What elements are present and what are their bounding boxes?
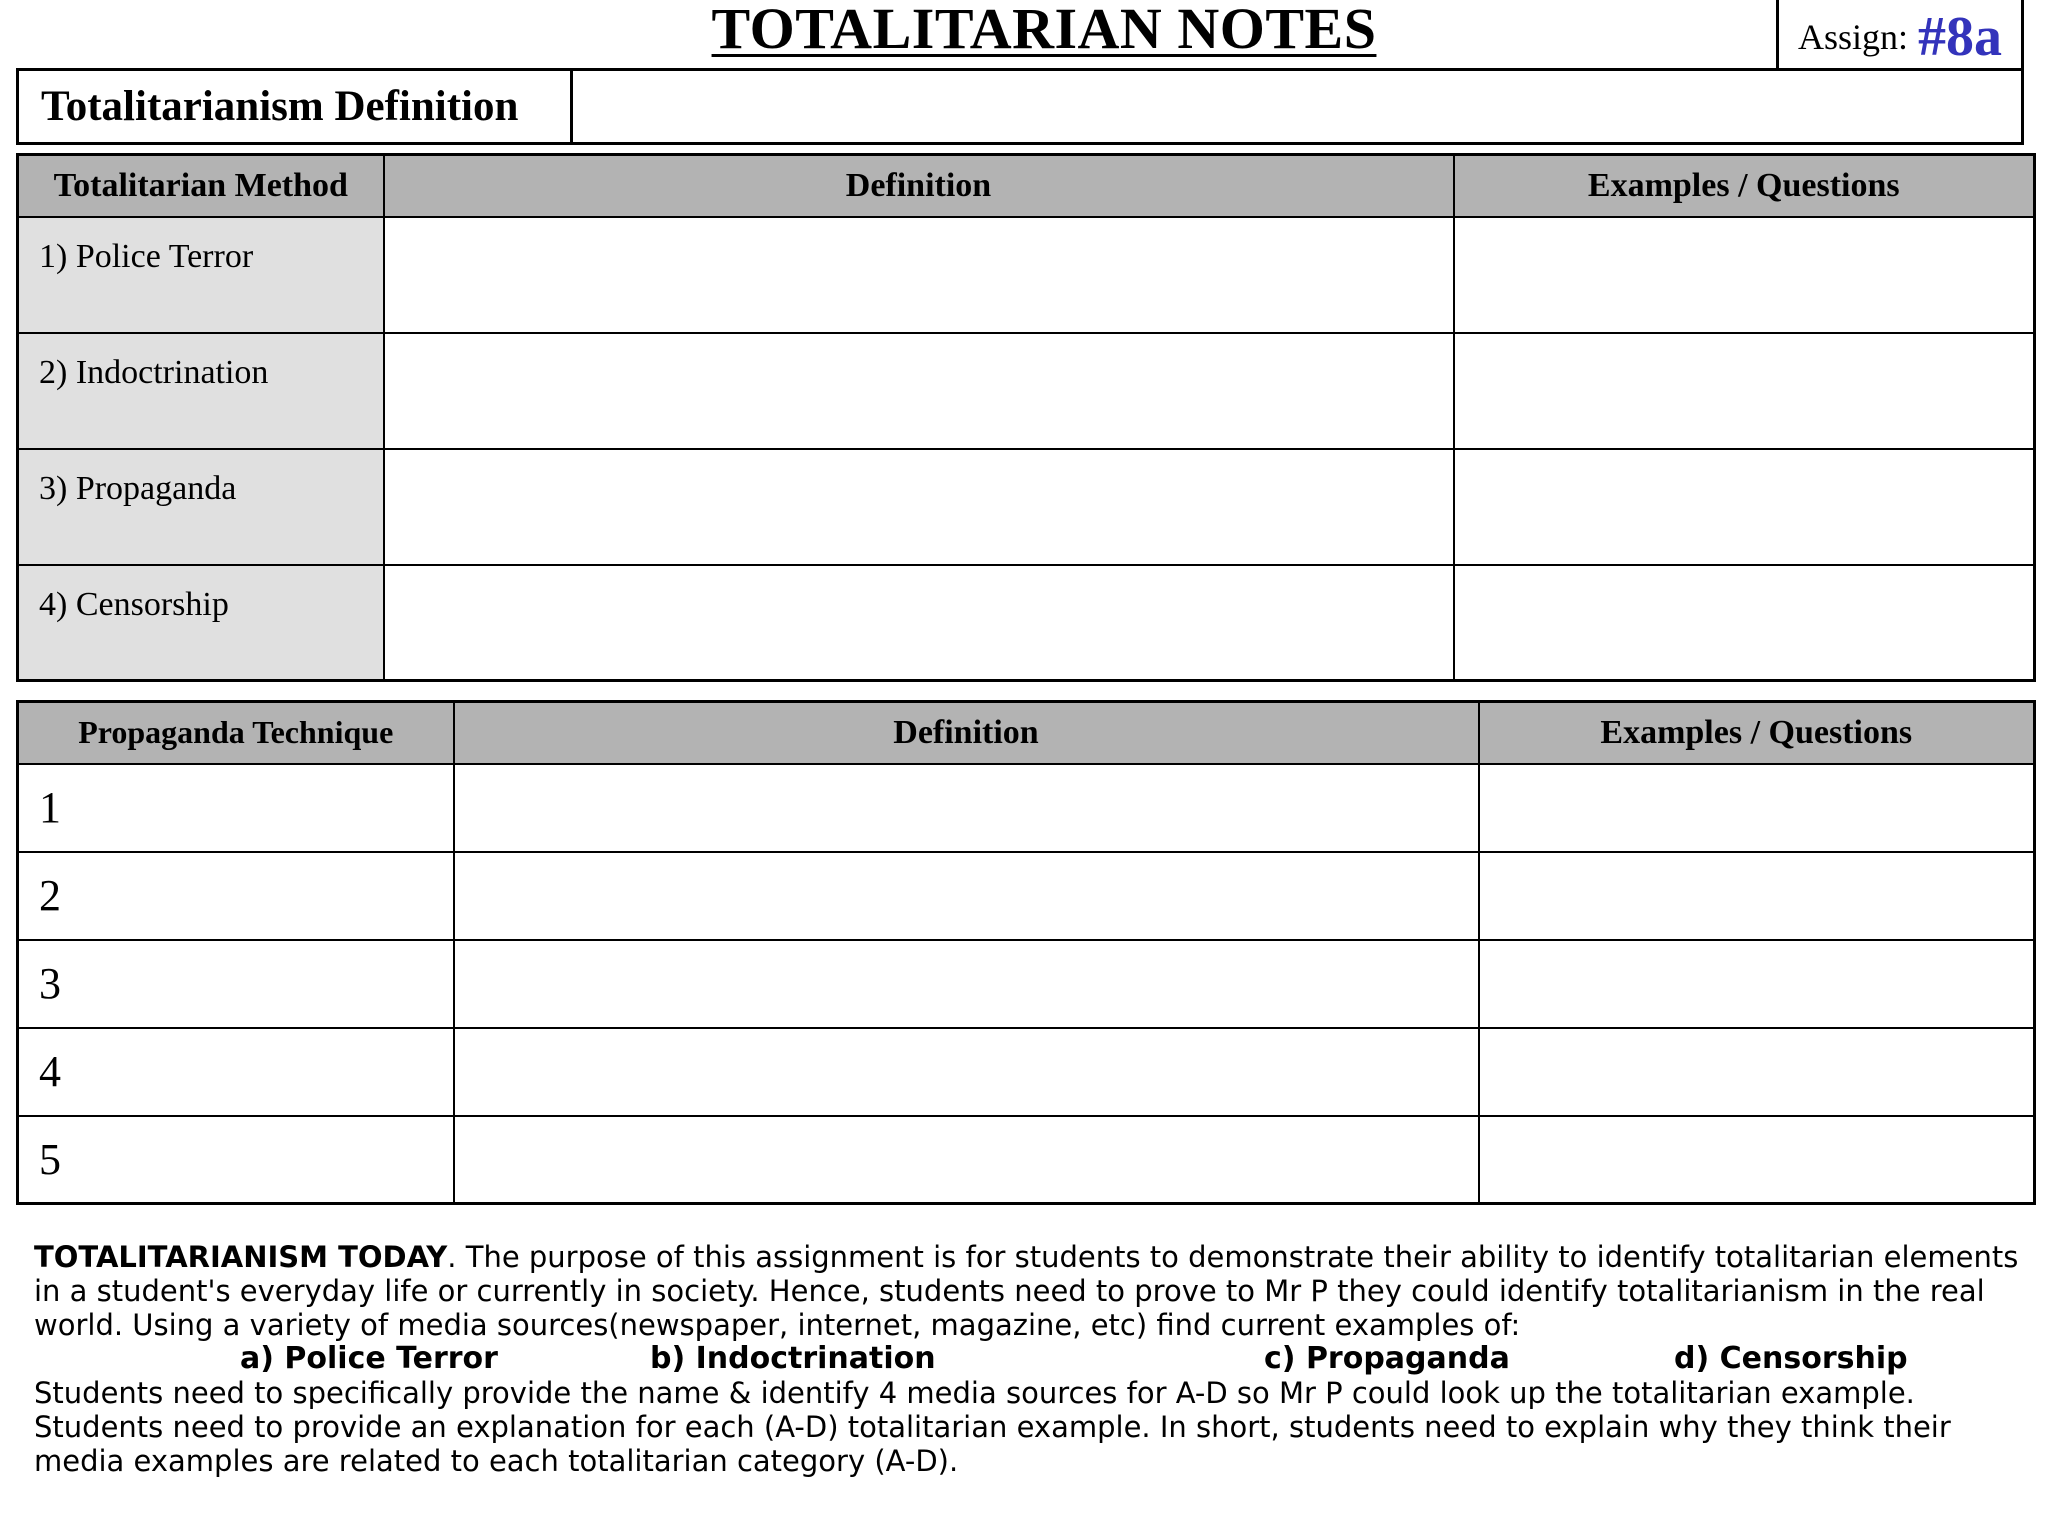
definition-cell[interactable] [454, 940, 1479, 1028]
examples-cell[interactable] [1454, 565, 2035, 681]
technique-number: 5 [18, 1116, 454, 1204]
methods-header-row [18, 155, 2035, 217]
instructions-paragraph-1 [34, 1240, 2024, 1342]
definition-cell[interactable] [384, 333, 1454, 449]
table-row [18, 565, 2035, 681]
examples-cell[interactable] [1479, 764, 2035, 852]
header-definition: Definition [454, 702, 1479, 764]
technique-number: 1 [18, 764, 454, 852]
method-label: 3) Propaganda [18, 449, 384, 565]
examples-cell[interactable] [1454, 449, 2035, 565]
table-row [18, 1028, 2035, 1116]
header-method: Totalitarian Method [18, 155, 384, 217]
definition-cell[interactable] [384, 449, 1454, 565]
table-row [18, 217, 2035, 333]
category-item: b) Indoctrination [650, 1341, 936, 1376]
assignment-instructions [34, 1240, 2024, 1478]
category-list [34, 1342, 2024, 1376]
methods-table [16, 153, 2036, 682]
definition-cell[interactable] [454, 852, 1479, 940]
table-row [18, 449, 2035, 565]
technique-number: 2 [18, 852, 454, 940]
definition-bar-label: Totalitarianism Definition [19, 71, 573, 142]
examples-cell[interactable] [1454, 333, 2035, 449]
examples-cell[interactable] [1479, 1028, 2035, 1116]
header-definition: Definition [384, 155, 1454, 217]
examples-cell[interactable] [1479, 852, 2035, 940]
table-row [18, 1116, 2035, 1204]
instructions-lead: TOTALITARIANISM TODAY [34, 1240, 448, 1274]
definition-bar [16, 68, 2024, 145]
page-title: TOTALITARIAN NOTES [711, 0, 1377, 61]
instructions-paragraph-2: Students need to specifically provide the name & identify 4 media sources for A-D so Mr P could look up the totalitarian example. Students need to provide an explanation for each (A-D) totalitarian example. In short, students need to explain why they think their media examples are related to each totalitarian category (A-D). [34, 1376, 1951, 1478]
method-label: 4) Censorship [18, 565, 384, 681]
table-row [18, 333, 2035, 449]
assignment-number: #8a [1918, 5, 2003, 68]
category-item: c) Propaganda [1264, 1341, 1510, 1376]
method-label: 2) Indoctrination [18, 333, 384, 449]
definition-cell[interactable] [384, 565, 1454, 681]
examples-cell[interactable] [1479, 940, 2035, 1028]
definition-cell[interactable] [454, 1028, 1479, 1116]
instructions-text-1: . The purpose of this assignment is for students to demonstrate their ability to identify totalitarian elements in a student's everyday life or currently in society. Hence, students need to prove to Mr P they could identify totalitarianism in the real world. Using a variety of media sources(newspaper, internet, magazine, etc) find current examples of: [34, 1240, 2019, 1342]
method-label: 1) Police Terror [18, 217, 384, 333]
category-item: a) Police Terror [240, 1341, 498, 1376]
header-technique: Propaganda Technique [18, 702, 454, 764]
category-item: d) Censorship [1674, 1341, 1908, 1376]
assignment-label: Assign: [1797, 16, 1909, 57]
examples-cell[interactable] [1454, 217, 2035, 333]
assignment-box [1776, 0, 2024, 68]
definition-answer-field[interactable] [573, 71, 2021, 142]
examples-cell[interactable] [1479, 1116, 2035, 1204]
definition-cell[interactable] [454, 764, 1479, 852]
definition-cell[interactable] [454, 1116, 1479, 1204]
technique-number: 4 [18, 1028, 454, 1116]
table-row [18, 852, 2035, 940]
header-examples: Examples / Questions [1479, 702, 2035, 764]
definition-cell[interactable] [384, 217, 1454, 333]
technique-header-row [18, 702, 2035, 764]
technique-number: 3 [18, 940, 454, 1028]
technique-table [16, 700, 2036, 1205]
header-examples: Examples / Questions [1454, 155, 2035, 217]
table-row [18, 764, 2035, 852]
table-row [18, 940, 2035, 1028]
